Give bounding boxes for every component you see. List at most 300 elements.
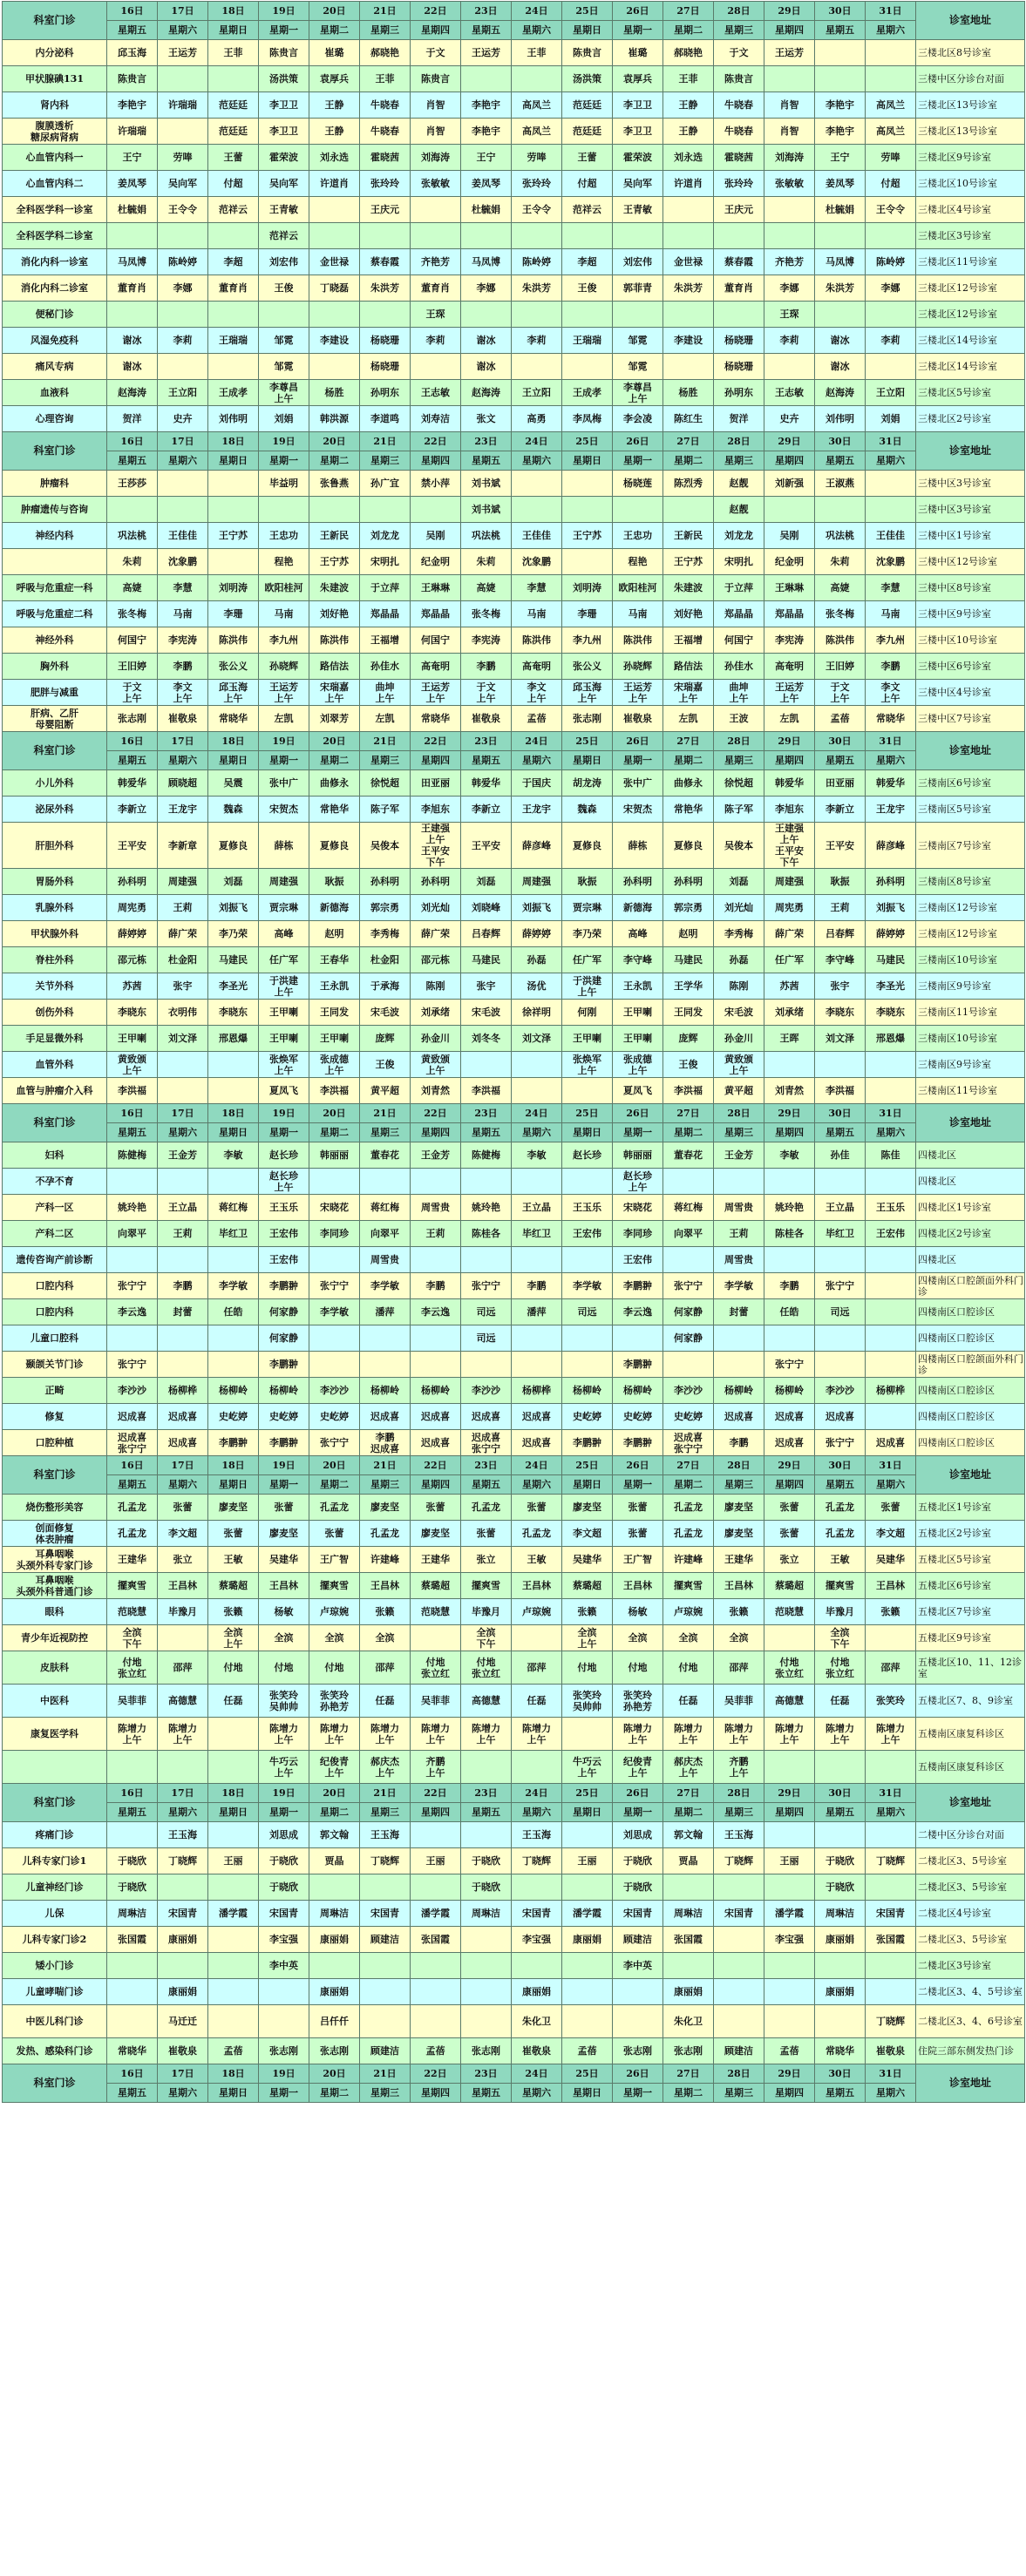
doctor-cell xyxy=(158,1052,208,1078)
schedule-row xyxy=(3,973,1025,1000)
doctor-cell: 谢冰 xyxy=(461,328,512,354)
doctor-cell: 李艳宇 xyxy=(815,92,866,119)
doctor-cell: 齐鹏 上午 xyxy=(714,1751,764,1784)
doctor-cell: 迟成喜 张宁宁 xyxy=(107,1430,158,1456)
department-name: 疼痛门诊 xyxy=(3,1822,107,1848)
doctor-cell: 王新民 xyxy=(309,523,360,549)
doctor-cell: 黄致颁 上午 xyxy=(714,1052,764,1078)
doctor-cell xyxy=(562,1953,613,1979)
department-name: 全科医学科一诊室 xyxy=(3,197,107,223)
doctor-cell: 朱化卫 xyxy=(512,2005,562,2038)
doctor-cell: 李旭东 xyxy=(764,797,815,823)
header-date: 21日 xyxy=(360,732,411,751)
doctor-cell: 孙晓辉 xyxy=(613,654,663,680)
doctor-cell: 李卫卫 xyxy=(613,92,663,119)
doctor-cell xyxy=(815,1325,866,1352)
doctor-cell: 邵萍 xyxy=(866,1651,916,1685)
doctor-cell: 张笑玲 孙艳芳 xyxy=(613,1685,663,1718)
header-date: 16日 xyxy=(107,1784,158,1803)
doctor-cell: 杨柳岭 xyxy=(714,1378,764,1404)
doctor-cell: 张籁 xyxy=(562,1599,613,1625)
doctor-cell: 周建强 xyxy=(764,869,815,895)
doctor-cell xyxy=(411,1325,461,1352)
doctor-cell xyxy=(411,1352,461,1378)
doctor-cell: 丁晓磊 xyxy=(309,275,360,302)
doctor-cell: 董育肖 xyxy=(208,275,259,302)
doctor-cell xyxy=(764,1874,815,1901)
header-date: 24日 xyxy=(512,1456,562,1475)
doctor-cell: 陈增力 上午 xyxy=(158,1718,208,1751)
doctor-cell: 任广军 xyxy=(764,947,815,973)
doctor-cell: 李学敏 xyxy=(562,1273,613,1299)
doctor-cell: 潘学霞 xyxy=(411,1901,461,1927)
header-weekday: 星期日 xyxy=(562,451,613,471)
doctor-cell xyxy=(512,1325,562,1352)
doctor-cell xyxy=(411,497,461,523)
doctor-cell: 邱玉海 上午 xyxy=(208,680,259,706)
header-date: 26日 xyxy=(613,2,663,21)
doctor-cell xyxy=(815,302,866,328)
doctor-cell: 巩法桃 xyxy=(815,523,866,549)
doctor-cell xyxy=(815,1052,866,1078)
doctor-cell: 陈增力 上午 xyxy=(107,1718,158,1751)
room-location: 三楼中区1号诊室 xyxy=(916,523,1025,549)
header-weekday: 星期四 xyxy=(411,1803,461,1822)
department-name: 妇科 xyxy=(3,1142,107,1169)
header-date: 25日 xyxy=(562,1456,613,1475)
doctor-cell xyxy=(512,497,562,523)
header-date: 23日 xyxy=(461,2,512,21)
department-name: 内分泌科 xyxy=(3,40,107,66)
doctor-cell: 薛彦峰 xyxy=(512,823,562,869)
doctor-cell: 陈增力 上午 xyxy=(461,1718,512,1751)
room-location: 四楼北区1号诊室 xyxy=(916,1195,1025,1221)
doctor-cell: 黄平超 xyxy=(360,1078,411,1104)
doctor-cell: 刘海涛 xyxy=(764,145,815,171)
room-location: 五楼北区9号诊室 xyxy=(916,1625,1025,1651)
doctor-cell: 付地 xyxy=(259,1651,309,1685)
doctor-cell: 李艳宇 xyxy=(461,92,512,119)
doctor-cell: 郭宗勇 xyxy=(360,895,411,921)
room-location: 三楼中区3号诊室 xyxy=(916,471,1025,497)
doctor-cell: 张焕军 上午 xyxy=(562,1052,613,1078)
doctor-cell: 于立萍 xyxy=(714,575,764,601)
header-weekday: 星期四 xyxy=(764,751,815,770)
doctor-cell: 李云逸 xyxy=(411,1299,461,1325)
schedule-row xyxy=(3,1169,1025,1195)
doctor-cell: 李中英 xyxy=(259,1953,309,1979)
doctor-cell: 李艳宇 xyxy=(107,92,158,119)
header-weekday: 星期五 xyxy=(815,21,866,40)
header-date: 19日 xyxy=(259,732,309,751)
doctor-cell: 孔孟龙 xyxy=(815,1495,866,1521)
doctor-cell: 王静 xyxy=(663,119,714,145)
schedule-row xyxy=(3,921,1025,947)
doctor-cell: 刘文泽 xyxy=(158,1026,208,1052)
doctor-cell: 纪金明 xyxy=(411,549,461,575)
doctor-cell xyxy=(411,1822,461,1848)
doctor-cell: 刘青然 xyxy=(764,1078,815,1104)
doctor-cell: 周琳洁 xyxy=(461,1901,512,1927)
room-location: 二楼北区3、4、6号诊室 xyxy=(916,2005,1025,2038)
doctor-cell xyxy=(663,223,714,249)
doctor-cell: 邵元栋 xyxy=(107,947,158,973)
header-date: 23日 xyxy=(461,1104,512,1123)
header-date: 27日 xyxy=(663,1456,714,1475)
header-weekday: 星期三 xyxy=(714,2084,764,2103)
department-name: 呼吸与危重症二科 xyxy=(3,601,107,627)
department-name: 血管外科 xyxy=(3,1052,107,1078)
doctor-cell xyxy=(512,354,562,380)
doctor-cell: 胡龙涛 xyxy=(562,770,613,797)
doctor-cell: 邢恩爆 xyxy=(208,1026,259,1052)
doctor-cell xyxy=(107,1247,158,1273)
doctor-cell xyxy=(461,1751,512,1784)
doctor-cell: 王甲喇 xyxy=(613,1000,663,1026)
doctor-cell: 张蕾 xyxy=(764,1495,815,1521)
header-date: 19日 xyxy=(259,1104,309,1123)
doctor-cell: 王建强 上午 王平安 下午 xyxy=(764,823,815,869)
schedule-row xyxy=(3,1273,1025,1299)
room-location: 二楼北区3、5号诊室 xyxy=(916,1848,1025,1874)
doctor-cell: 吴菲菲 xyxy=(411,1685,461,1718)
department-name: 皮肤科 xyxy=(3,1651,107,1685)
doctor-cell xyxy=(815,1822,866,1848)
header-weekday: 星期一 xyxy=(613,1803,663,1822)
doctor-cell: 史屹婷 xyxy=(613,1404,663,1430)
header-date: 30日 xyxy=(815,1104,866,1123)
header-weekday: 星期日 xyxy=(562,1475,613,1495)
doctor-cell: 周雪贵 xyxy=(714,1195,764,1221)
doctor-cell: 王宁苏 xyxy=(309,549,360,575)
doctor-cell xyxy=(411,1874,461,1901)
doctor-cell: 崔敬泉 xyxy=(158,706,208,732)
doctor-cell: 张蕾 xyxy=(309,1521,360,1547)
doctor-cell: 赵长珍 上午 xyxy=(259,1169,309,1195)
doctor-cell: 刘宏伟 xyxy=(613,249,663,275)
schedule-row xyxy=(3,275,1025,302)
doctor-cell: 孙金川 xyxy=(411,1026,461,1052)
header-weekday: 星期六 xyxy=(512,451,562,471)
doctor-cell: 李守峰 xyxy=(613,947,663,973)
doctor-cell: 王广智 xyxy=(613,1547,663,1573)
doctor-cell: 许瑞瑞 xyxy=(158,92,208,119)
doctor-cell: 孙明东 xyxy=(360,380,411,406)
doctor-cell: 杨敏 xyxy=(613,1599,663,1625)
room-location: 四楼南区口腔诊区 xyxy=(916,1378,1025,1404)
doctor-cell: 于晓欣 xyxy=(259,1848,309,1874)
doctor-cell: 李慧 xyxy=(866,575,916,601)
doctor-cell: 常晓华 xyxy=(107,2038,158,2064)
doctor-cell: 付地 xyxy=(562,1651,613,1685)
doctor-cell: 迟成喜 xyxy=(158,1404,208,1430)
department-name: 消化内科一诊室 xyxy=(3,249,107,275)
department-name: 眼科 xyxy=(3,1599,107,1625)
doctor-cell: 王瑞瑞 xyxy=(562,328,613,354)
schedule-row xyxy=(3,1521,1025,1547)
doctor-cell: 陈增力 上午 xyxy=(309,1718,360,1751)
doctor-cell: 高婕 xyxy=(461,575,512,601)
header-weekday: 星期五 xyxy=(815,1475,866,1495)
doctor-cell: 刘书斌 xyxy=(461,471,512,497)
doctor-cell: 任磊 xyxy=(208,1685,259,1718)
doctor-cell: 李圣光 xyxy=(208,973,259,1000)
doctor-cell: 邹霓 xyxy=(613,328,663,354)
doctor-cell: 朱建波 xyxy=(663,575,714,601)
doctor-cell: 陈洪伟 xyxy=(309,627,360,654)
doctor-cell: 李九州 xyxy=(562,627,613,654)
doctor-cell: 李超 xyxy=(208,249,259,275)
schedule-row xyxy=(3,1927,1025,1953)
doctor-cell: 张蕾 xyxy=(512,1495,562,1521)
doctor-cell: 李文 上午 xyxy=(158,680,208,706)
doctor-cell: 全滨 xyxy=(259,1625,309,1651)
room-location: 三楼北区5号诊室 xyxy=(916,380,1025,406)
header-row-dates xyxy=(3,1456,1025,1475)
doctor-cell: 王平安 xyxy=(461,823,512,869)
doctor-cell: 李会凌 xyxy=(613,406,663,432)
doctor-cell: 宋晓花 xyxy=(613,1195,663,1221)
doctor-cell: 孙金川 xyxy=(714,1026,764,1052)
doctor-cell: 徐悦超 xyxy=(714,770,764,797)
header-weekday: 星期四 xyxy=(411,2084,461,2103)
doctor-cell: 廖麦坚 xyxy=(562,1495,613,1521)
doctor-cell: 陈子军 xyxy=(714,797,764,823)
doctor-cell: 王庆元 xyxy=(360,197,411,223)
department-name: 发热、感染科门诊 xyxy=(3,2038,107,2064)
doctor-cell: 王宁苏 xyxy=(208,523,259,549)
doctor-cell: 司远 xyxy=(562,1299,613,1325)
doctor-cell: 杨柳桦 xyxy=(866,1378,916,1404)
doctor-cell: 张蕾 xyxy=(613,1521,663,1547)
doctor-cell xyxy=(764,1751,815,1784)
doctor-cell xyxy=(158,223,208,249)
department-name: 关节外科 xyxy=(3,973,107,1000)
doctor-cell: 陈洪伟 xyxy=(208,627,259,654)
header-weekday: 星期六 xyxy=(866,451,916,471)
doctor-cell: 耿振 xyxy=(562,869,613,895)
doctor-cell xyxy=(158,1874,208,1901)
header-date: 31日 xyxy=(866,432,916,451)
department-name: 儿童哮喘门诊 xyxy=(3,1979,107,2005)
doctor-cell: 耿振 xyxy=(309,869,360,895)
doctor-cell: 康丽娟 xyxy=(663,1979,714,2005)
doctor-cell: 曲坤 上午 xyxy=(714,680,764,706)
doctor-cell: 陈贵言 xyxy=(411,66,461,92)
header-row-dates xyxy=(3,2064,1025,2084)
doctor-cell: 刘好艳 xyxy=(309,601,360,627)
doctor-cell: 刘龙龙 xyxy=(714,523,764,549)
header-date: 23日 xyxy=(461,432,512,451)
doctor-cell: 张冬梅 xyxy=(815,601,866,627)
doctor-cell: 王宁 xyxy=(461,145,512,171)
doctor-cell: 张志刚 xyxy=(107,706,158,732)
doctor-cell xyxy=(411,1953,461,1979)
doctor-cell: 贾晶 xyxy=(663,1848,714,1874)
doctor-cell: 程艳 xyxy=(613,549,663,575)
doctor-cell: 封蕾 xyxy=(714,1299,764,1325)
doctor-cell: 付地 张立红 xyxy=(815,1651,866,1685)
doctor-cell xyxy=(208,2005,259,2038)
doctor-cell: 孙科明 xyxy=(360,869,411,895)
doctor-cell: 迟成喜 张宁宁 xyxy=(663,1430,714,1456)
doctor-cell: 任磊 xyxy=(815,1685,866,1718)
header-location-label: 诊室地址 xyxy=(916,732,1025,770)
doctor-cell: 李莉 xyxy=(411,328,461,354)
schedule-row xyxy=(3,1142,1025,1169)
doctor-cell: 张蕾 xyxy=(158,1495,208,1521)
header-date: 22日 xyxy=(411,2064,461,2084)
doctor-cell: 杨柳岭 xyxy=(764,1378,815,1404)
doctor-cell: 毕红卫 xyxy=(512,1221,562,1247)
doctor-cell: 康丽娟 xyxy=(309,1979,360,2005)
room-location: 二楼中区分诊台对面 xyxy=(916,1822,1025,1848)
doctor-cell xyxy=(512,302,562,328)
doctor-cell: 李洪福 xyxy=(461,1078,512,1104)
doctor-cell: 左凯 xyxy=(663,706,714,732)
doctor-cell: 王瑞瑞 xyxy=(208,328,259,354)
doctor-cell: 高峰 xyxy=(259,921,309,947)
doctor-cell: 孟蓓 xyxy=(562,2038,613,2064)
doctor-cell xyxy=(411,1247,461,1273)
doctor-cell: 刘光灿 xyxy=(714,895,764,921)
doctor-cell: 夏修良 xyxy=(562,823,613,869)
header-weekday: 星期五 xyxy=(461,451,512,471)
doctor-cell xyxy=(360,1169,411,1195)
doctor-cell: 王宁苏 xyxy=(663,549,714,575)
room-location: 三楼南区11号诊室 xyxy=(916,1000,1025,1026)
doctor-cell xyxy=(562,1247,613,1273)
doctor-cell: 郝晓艳 xyxy=(663,40,714,66)
doctor-cell: 陈桂各 xyxy=(461,1221,512,1247)
header-date: 17日 xyxy=(158,1104,208,1123)
doctor-cell: 肖智 xyxy=(764,119,815,145)
header-date: 16日 xyxy=(107,2064,158,2084)
header-date: 24日 xyxy=(512,2,562,21)
doctor-cell: 高勇 xyxy=(512,406,562,432)
doctor-cell: 潘萍 xyxy=(512,1299,562,1325)
doctor-cell xyxy=(259,1979,309,2005)
doctor-cell: 陈洪伟 xyxy=(512,627,562,654)
room-location: 四楼南区口腔诊区 xyxy=(916,1325,1025,1352)
doctor-cell: 李莉 xyxy=(512,328,562,354)
doctor-cell xyxy=(461,1352,512,1378)
doctor-cell: 马建民 xyxy=(663,947,714,973)
doctor-cell: 廖麦坚 xyxy=(259,1521,309,1547)
doctor-cell: 孙磊 xyxy=(714,947,764,973)
header-weekday: 星期一 xyxy=(613,21,663,40)
doctor-cell: 付地 xyxy=(613,1651,663,1685)
doctor-cell: 马南 xyxy=(158,601,208,627)
doctor-cell: 王俊 xyxy=(562,275,613,302)
doctor-cell: 王蕾 xyxy=(562,145,613,171)
doctor-cell: 李宝强 xyxy=(764,1927,815,1953)
doctor-cell: 蔡春霞 xyxy=(714,249,764,275)
doctor-cell: 王静 xyxy=(309,92,360,119)
doctor-cell: 袁厚兵 xyxy=(613,66,663,92)
doctor-cell: 贾宗琳 xyxy=(259,895,309,921)
doctor-cell: 张立 xyxy=(158,1547,208,1573)
doctor-cell: 于文 xyxy=(411,40,461,66)
doctor-cell xyxy=(208,1979,259,2005)
doctor-cell: 王运芳 上午 xyxy=(764,680,815,706)
doctor-cell: 擺爽雪 xyxy=(461,1573,512,1599)
doctor-cell: 张玲玲 xyxy=(360,171,411,197)
department-name: 乳腺外科 xyxy=(3,895,107,921)
room-location: 三楼中区7号诊室 xyxy=(916,706,1025,732)
doctor-cell xyxy=(208,1927,259,1953)
doctor-cell xyxy=(562,471,613,497)
doctor-cell: 李莉 xyxy=(866,328,916,354)
doctor-cell: 路佶法 xyxy=(663,654,714,680)
doctor-cell: 杜金阳 xyxy=(158,947,208,973)
doctor-cell: 周建强 xyxy=(512,869,562,895)
header-date: 27日 xyxy=(663,2064,714,2084)
header-date: 28日 xyxy=(714,1784,764,1803)
doctor-cell: 全滨 下午 xyxy=(461,1625,512,1651)
doctor-cell: 高奄明 xyxy=(764,654,815,680)
header-weekday: 星期一 xyxy=(613,451,663,471)
doctor-cell: 谢冰 xyxy=(815,328,866,354)
doctor-cell: 李新立 xyxy=(107,797,158,823)
doctor-cell: 全滨 上午 xyxy=(208,1625,259,1651)
doctor-cell xyxy=(815,497,866,523)
doctor-cell xyxy=(613,223,663,249)
header-weekday: 星期六 xyxy=(512,1803,562,1822)
doctor-cell xyxy=(764,1247,815,1273)
doctor-cell: 迟成喜 xyxy=(411,1430,461,1456)
doctor-cell: 张立 xyxy=(461,1547,512,1573)
header-date: 23日 xyxy=(461,732,512,751)
doctor-cell: 李晓东 xyxy=(866,1000,916,1026)
doctor-cell: 任皓 xyxy=(764,1299,815,1325)
header-weekday: 星期二 xyxy=(309,21,360,40)
doctor-cell: 迟成喜 xyxy=(764,1404,815,1430)
doctor-cell: 李洪福 xyxy=(815,1078,866,1104)
doctor-cell: 李鹏 xyxy=(158,1273,208,1299)
doctor-cell: 王志敏 xyxy=(764,380,815,406)
doctor-cell: 丁晓辉 xyxy=(866,1848,916,1874)
schedule-row xyxy=(3,354,1025,380)
doctor-cell: 薛彦峰 xyxy=(866,823,916,869)
doctor-cell: 康丽娟 xyxy=(158,1927,208,1953)
doctor-cell: 汤洪策 xyxy=(259,66,309,92)
doctor-cell: 王立阳 xyxy=(512,380,562,406)
schedule-row xyxy=(3,1625,1025,1651)
header-weekday: 星期六 xyxy=(866,1475,916,1495)
doctor-cell xyxy=(158,302,208,328)
doctor-cell xyxy=(714,2005,764,2038)
doctor-cell: 高奄明 xyxy=(512,654,562,680)
header-weekday: 星期六 xyxy=(866,21,916,40)
doctor-cell: 张笑玲 孙艳芳 xyxy=(309,1685,360,1718)
doctor-cell: 付地 张立红 xyxy=(411,1651,461,1685)
header-date: 17日 xyxy=(158,432,208,451)
header-date: 18日 xyxy=(208,2,259,21)
schedule-row xyxy=(3,895,1025,921)
doctor-cell: 邱玉海 上午 xyxy=(562,680,613,706)
doctor-cell xyxy=(512,471,562,497)
doctor-cell xyxy=(158,1169,208,1195)
schedule-row xyxy=(3,654,1025,680)
doctor-cell: 王建华 xyxy=(107,1547,158,1573)
doctor-cell: 孟蓓 xyxy=(815,706,866,732)
doctor-cell: 夏修良 xyxy=(208,823,259,869)
doctor-cell xyxy=(259,497,309,523)
doctor-cell xyxy=(309,1169,360,1195)
schedule-row xyxy=(3,1026,1025,1052)
doctor-cell: 杨柳岭 xyxy=(259,1378,309,1404)
